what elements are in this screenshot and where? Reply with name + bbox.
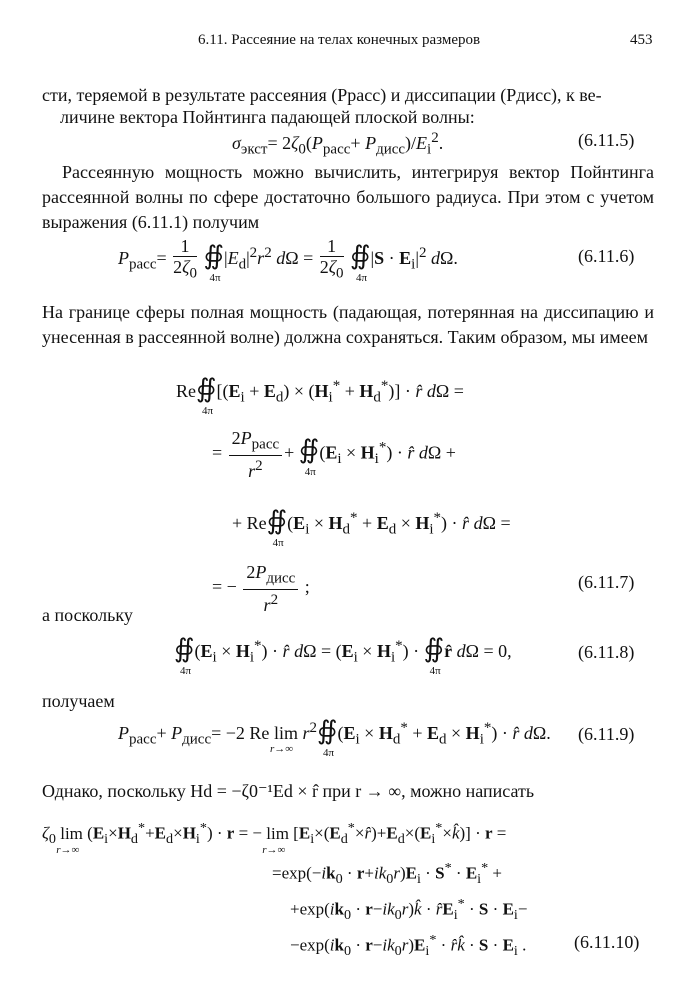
equation-6-11-8: ∯ 4π $(E_i \times H_i^*)$ · r̂ $d\Omega = (E_i \times H_i^*)$ · ∯ 4π r̂ dΩ = 0, xyxy=(174,634,512,677)
paragraph-5: получаем xyxy=(42,691,115,711)
paragraph-1-line-2: личине вектора Пойнтинга падающей плоской волны: xyxy=(60,107,475,127)
equation-number-7: (6.11.7) xyxy=(578,572,635,592)
equation-number-8: (6.11.8) xyxy=(578,642,635,662)
paragraph-6: Однако, поскольку Hd = −ζ0⁻¹Ed × r̂ при r → ∞, можно написать xyxy=(42,781,535,801)
equation-6-11-6: $P_{расс}=$ $\frac{1}{2\zeta_0}$ ∯ 4π $|E_d|^2r^2$ dΩ = $\frac{1}{2\zeta_0}$ ∯ 4π $|S \cdot E_i|^2$ dΩ. xyxy=(118,236,458,284)
equation-6-11-9: $P_{расс}+ P_{дисс}= -2$ Re lim r→∞ $r^2∯$ 4π $(E_i \times H_d^* + E_d \times H_i^*)$ · r̂ dΩ. xyxy=(118,716,551,759)
equation-6-11-10-line-4: $-\exp(ik_0 \cdot r-ik_0r)E_i^*$ · r̂k̂ · $S \cdot E_i$ . xyxy=(290,932,527,960)
page-number: 453 xyxy=(630,32,653,48)
paragraph-4: а поскольку xyxy=(42,605,133,625)
equation-6-11-10-line-1: $\zeta_0$ lim r→∞ $(E_i\times H_d^*+E_d\times H_i^*) \cdot r$ = − lim r→∞ $[E_i\times(E_d^*\times r̂)+E_d\times(E_i^*\times k̂)] \cdot r$ = xyxy=(42,820,507,856)
equation-6-11-7-line-4: = − $\frac{2P_{дисс}}{r^2}$ ; xyxy=(212,562,310,615)
equation-6-11-10-line-3: $+\exp(ik_0$ · $r-ik_0r)k̂$ · $r̂E_i^* \cdot S \cdot E_i-$ xyxy=(290,896,528,924)
equation-6-11-7-line-1: Re∯ 4π $[(E_i + E_d) \times (H_i^* + H_d^*)]$ · r̂ dΩ = xyxy=(176,374,464,417)
equation-6-11-10-line-2: $=\exp(-ik_0 \cdot r+ik_0r)E_i \cdot S^* \cdot E_i^*$ + xyxy=(272,860,503,888)
running-title: 6.11. Рассеяние на телах конечных размеров xyxy=(198,32,481,48)
equation-number-10: (6.11.10) xyxy=(574,932,640,952)
equation-number-6: (6.11.6) xyxy=(578,246,635,266)
equation-6-11-7-line-3: + Re∯ 4π $(E_i \times H_d^* + E_d \times H_i^*)$ · r̂ dΩ = xyxy=(232,506,511,549)
paragraph-1-line-1: сти, теряемой в результате рассеяния (Pрасс) и диссипации (Pдисс), к ве- xyxy=(42,85,602,105)
paragraph-2: Рассеянную мощность можно вычислить, интегрируя вектор Пойнтинга рассеянной волны по сфере достаточно большого радиуса. При этом с учетом выражения (6.11.1) получим xyxy=(42,162,654,232)
equation-number-5: (6.11.5) xyxy=(578,130,635,150)
equation-6-11-7-line-2: = $\frac{2P_{расс}}{r^2}$ + ∯ 4π $(E_i \times H_i^*)$ · r̂ dΩ + xyxy=(212,428,456,481)
paragraph-3: На границе сферы полная мощность (падающая, потерянная на диссипацию и унесенная в рассеянной волне) должна сохраняться. Таким образом, мы имеем xyxy=(42,302,654,347)
equation-number-9: (6.11.9) xyxy=(578,724,635,744)
equation-6-11-5: $\sigma_{экст}= 2\zeta_0(P_{расс}+ P_{дисс})/E_i^2$. xyxy=(232,130,444,158)
